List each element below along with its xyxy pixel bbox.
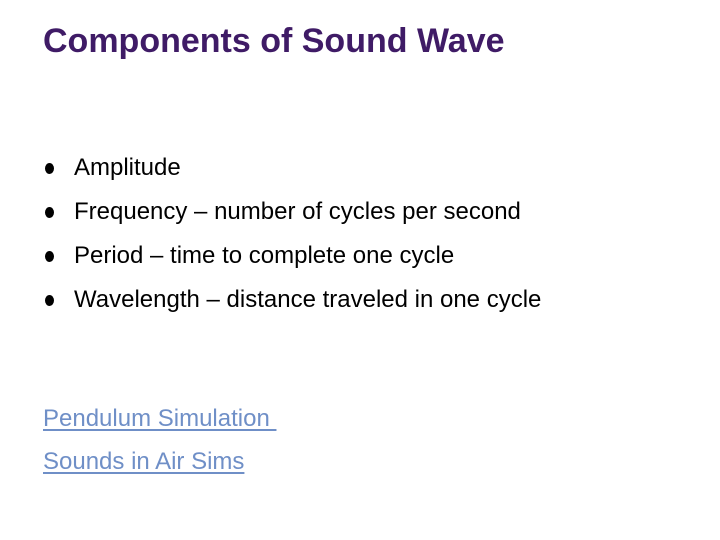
bullet-list [44,146,541,322]
bullet-item-amplitude [44,146,541,190]
bullet-item-frequency [44,190,541,234]
sounds-in-air-sims-link[interactable]: Sounds in Air Sims [43,448,245,475]
bullet-text: Wavelength – distance traveled in one cycle [74,286,542,313]
pendulum-simulation-link[interactable]: Pendulum Simulation [43,405,277,432]
bullet-dot-icon [45,251,54,262]
simulation-links [43,405,276,491]
bullet-text: Frequency – number of cycles per second [74,198,521,225]
bullet-item-period [44,234,541,278]
bullet-text: Period – time to complete one cycle [74,242,455,269]
bullet-dot-icon [45,295,54,306]
slide-title: Components of Sound Wave [43,22,505,60]
bullet-text: Amplitude [74,154,181,181]
bullet-item-wavelength [44,278,541,322]
bullet-dot-icon [45,207,54,218]
bullet-dot-icon [45,163,54,174]
